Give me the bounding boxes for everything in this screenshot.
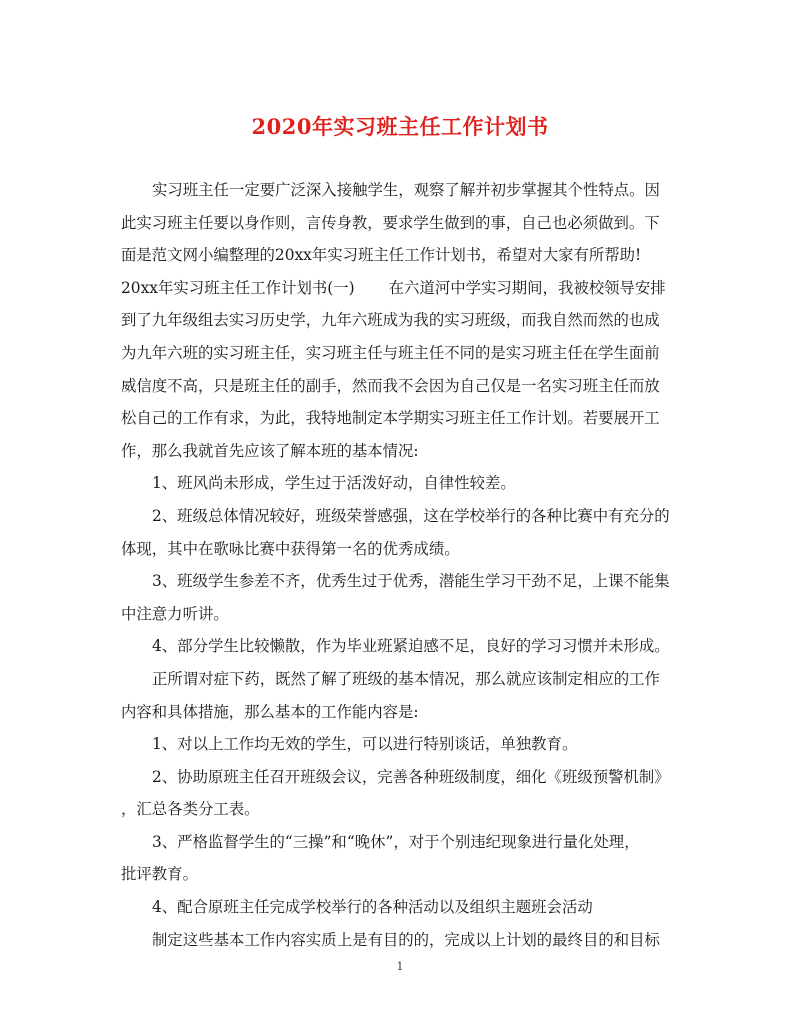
paragraph-line: 正所谓对症下药，既然了解了班级的基本情况，那么就应该制定相应的工作 — [152, 669, 660, 688]
list-item: 4、配合原班主任完成学校举行的各种活动以及组织主题班会活动 — [152, 898, 593, 917]
list-item: 3、班级学生参差不齐，优秀生过于优秀，潜能生学习干劲不足，上课不能集 — [152, 572, 670, 591]
list-item: 1、班风尚未形成，学生过于活泼好动，自律性较差。 — [152, 474, 516, 493]
page-number: 1 — [396, 960, 404, 973]
paragraph-line: 松自己的工作有求，为此，我特地制定本学期实习班主任工作计划。若要展开工 — [121, 409, 660, 428]
list-item: 2、协助原班主任召开班级会议，完善各种班级制度，细化《班级预警机制》 — [152, 767, 670, 786]
list-item: 4、部分学生比较懒散，作为毕业班紧迫感不足，良好的学习习惯并未形成。 — [152, 637, 670, 656]
paragraph-text: 在六道河中学实习期间，我被校领导安排 — [388, 278, 666, 297]
paragraph-line: 体现，其中在歌咏比赛中获得第一名的优秀成绩。 — [121, 539, 460, 558]
document-title: 2020年实习班主任工作计划书 — [251, 114, 549, 139]
document-body — [121, 174, 681, 956]
paragraph-line: 此实习班主任要以身作则，言传身教，要求学生做到的事，自己也必须做到。下 — [121, 213, 660, 232]
paragraph-line: 面是范文网小编整理的20xx年实习班主任工作计划书，希望对大家有所帮助! — [121, 246, 642, 265]
paragraph-line: 到了九年级组去实习历史学，九年六班成为我的实习班级，而我自然而然的也成 — [121, 311, 660, 330]
paragraph-line-heading — [121, 272, 681, 305]
section-heading: 20xx年实习班主任工作计划书(一) — [121, 278, 355, 297]
paragraph-line: 威信度不高，只是班主任的副手，然而我不会因为自己仅是一名实习班主任而放 — [121, 376, 660, 395]
paragraph-line: 为九年六班的实习班主任，实习班主任与班主任不同的是实习班主任在学生面前 — [121, 343, 660, 362]
paragraph-line: 批评教育。 — [121, 865, 198, 884]
paragraph-line: 实习班主任一定要广泛深入接触学生，观察了解并初步掌握其个性特点。因 — [152, 181, 660, 199]
paragraph-line: 内容和具体措施，那么基本的工作能内容是: — [121, 702, 419, 721]
list-item: 3、严格监督学生的“三操”和“晚休”，对于个别违纪现象进行量化处理， — [152, 832, 640, 851]
list-item: 1、对以上工作均无效的学生，可以进行特别谈话，单独教育。 — [152, 735, 578, 754]
paragraph-line: 作，那么我就首先应该了解本班的基本情况: — [121, 441, 419, 460]
paragraph-line: ，汇总各类分工表。 — [121, 800, 260, 819]
paragraph-line: 制定这些基本工作内容实质上是有目的的，完成以上计划的最终目的和目标 — [152, 930, 660, 949]
paragraph-line: 中注意力听讲。 — [121, 604, 229, 623]
list-item: 2、班级总体情况较好，班级荣誉感强，这在学校举行的各种比赛中有充分的 — [152, 506, 670, 525]
